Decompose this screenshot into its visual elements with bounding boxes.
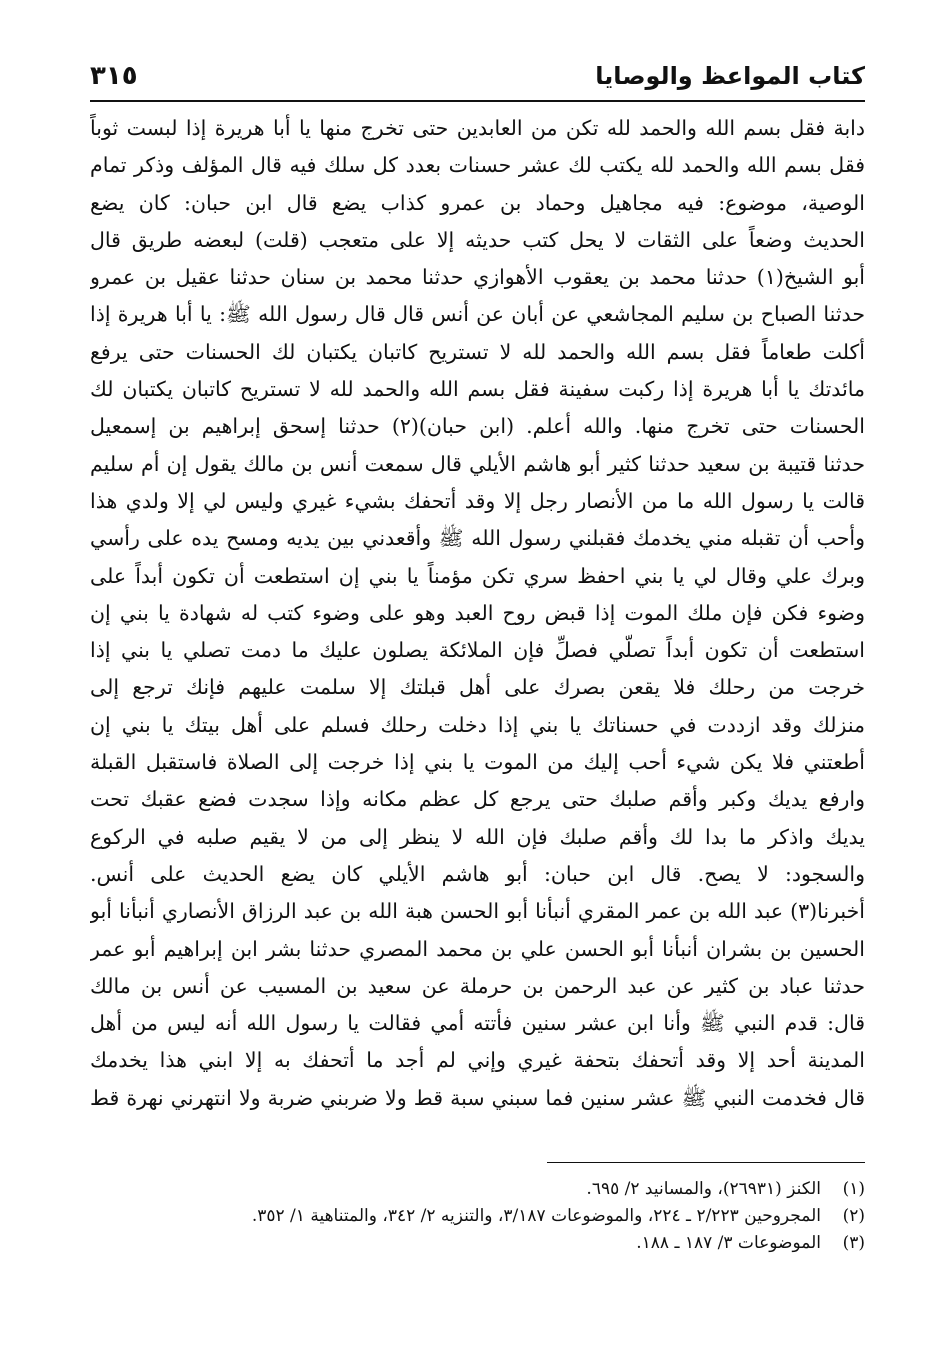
text-line: حدثنا عباد بن كثير عن عبد الرحمن بن حرملة عن سعيد بن المسيب عن أنس بن مالك <box>90 973 865 998</box>
text-line: حدثنا الصباح بن سليم المجاشعي عن أبان عن أنس قال قال رسول الله ﷺ: يا أبا هريرة إذا <box>90 302 865 327</box>
book-page <box>90 0 865 1358</box>
footnote <box>90 1203 865 1230</box>
page-number: ٣١٥ <box>90 61 138 91</box>
text-line: استطعت أن تكون أبداً تصلّي فصلِّ فإن الملائكة يصلون عليك ما دمت تصلي يا بني إذا <box>90 638 865 663</box>
text-line: وارفع يديك وكبر وأقم صلبك حتى يرجع كل عظم مكانه وإذا سجدت فضع عقبك تحت <box>90 787 865 812</box>
text-line: قالت يا رسول الله ما من الأنصار رجل إلا وقد أتحفك بشيء غيري وليس لي إلا ولدي هذا <box>90 488 865 513</box>
footnote-number: (٣) <box>842 1233 865 1253</box>
text-line: الحسنات حتى تخرج منها. والله أعلم. (ابن حبان)(٢) حدثنا إسحق إبراهيم بن إسمعيل <box>90 414 865 439</box>
text-line: خرجت من رحلك فلا يقعن بصرك على أهل قبلتك إلا سلمت عليهم فإنك ترجع إلى <box>90 675 865 700</box>
text-line: حدثنا قتيبة بن سعيد حدثنا كثير أبو هاشم الأيلي قال سمعت أنس بن مالك يقول إن أم سليم <box>90 451 865 476</box>
text-line: أطعتني فلا يكن شيء أحب إليك من الموت يا بني إذا خرجت إلى الصلاة فاستقبل القبلة <box>90 750 865 775</box>
footnote <box>90 1230 865 1257</box>
text-line: والسجود: لا يصح. قال ابن حبان: أبو هاشم الأيلي كان يضع الحديث على أنس. <box>90 861 865 886</box>
text-line: أخبرنا(٣) عبد الله بن عمر المقري أنبأنا أبو الحسن هبة الله بن عبد الرزاق الأنصاري أنبأنا أبو <box>90 899 865 924</box>
footnote-text: الكنز (٢٦٩٣١)، والمسانيد ٢/ ٦٩٥. <box>586 1179 821 1199</box>
main-text <box>90 110 865 1117</box>
text-line: الوصية، موضوع: فيه مجاهيل وحماد بن عمرو كذاب يضع قال ابن حبان: كان يضع <box>90 190 865 215</box>
footnote-divider <box>547 1162 865 1163</box>
text-line: يديك واذكر ما بدا لك وأقم صلبك فإن الله لا ينظر إلى من لا يقيم صلبه في الركوع <box>90 824 865 849</box>
text-line: وضوء فكن فإن ملك الموت إذا قبض روح العبد وهو على وضوء كتب له شهادة يا بني إن <box>90 600 865 625</box>
footnote <box>90 1176 865 1203</box>
text-line: وبرك علي وقال لي يا بني احفظ سري تكن مؤمناً يا بني إن استطعت أن تكون أبداً على <box>90 563 865 588</box>
text-line: أكلت طعاماً فقل بسم الله والحمد لله لا تستريح كاتبان يكتبان لك الحسنات حتى يرفع <box>90 339 865 364</box>
text-line: دابة فقل بسم الله والحمد لله تكن من العابدين حتى تخرج منها يا أبا هريرة إذا لبست ثوباً <box>90 116 865 140</box>
footnote-text: المجروحين ٢/٢٢٣ ـ ٢٢٤، والموضوعات ٣/١٨٧، والتنزيه ٢/ ٣٤٢، والمتناهية ١/ ٣٥٢. <box>251 1206 821 1226</box>
text-line: أبو الشيخ(١) حدثنا محمد بن يعقوب الأهوازي حدثنا محمد بن سنان حدثنا عقيل بن عمرو <box>90 265 865 290</box>
text-line: الحديث وضعاً على الثقات لا يحل كتب حديثه إلا على متعجب (قلت) لبعضه طريق قال <box>90 227 865 252</box>
text-line: المدينة أحد إلا وقد أتحفك بتحفة غيري وإني لم أجد ما أتحفك به إلا ابني هذا يخدمك <box>90 1048 865 1073</box>
text-line: مائدتك يا أبا هريرة إذا ركبت سفينة فقل بسم الله والحمد لله لا تستريح كاتبان يكتبان لك <box>90 377 865 402</box>
footnote-text: الموضوعات ٣/ ١٨٧ ـ ١٨٨. <box>636 1233 821 1253</box>
text-line: منزلك وقد ازددت في حسناتك يا بني إذا دخلت رحلك فسلم على أهل بيتك يا بني إن <box>90 712 865 737</box>
footnote-number: (١) <box>842 1179 865 1199</box>
footnote-number: (٢) <box>842 1206 865 1226</box>
running-header <box>90 52 865 102</box>
text-line: الحسين بن بشران أنبأنا أبو الحسن علي بن محمد المصري حدثنا بشر ابن إبراهيم أبو عمر <box>90 936 865 961</box>
chapter-title: كتاب المواعظ والوصايا <box>595 62 865 90</box>
text-line: قال: قدم النبي ﷺ وأنا ابن عشر سنين فأتته أمي فقالت يا رسول الله أنه ليس من أهل <box>90 1011 865 1036</box>
footnotes <box>90 1176 865 1257</box>
text-line: وأحب أن تقبله مني يخدمك فقبلني رسول الله ﷺ وأقعدني بين يديه ومسح يده على رأسي <box>90 526 865 551</box>
text-line: قال فخدمت النبي ﷺ عشر سنين فما سبني سبة قط ولا ضربني ضربة ولا انتهرني نهرة قط <box>90 1085 865 1110</box>
text-line: فقل بسم الله والحمد لله يكتب لك عشر حسنات بعدد كل سلك فيه قال المؤلف وذكر تمام <box>90 153 865 178</box>
